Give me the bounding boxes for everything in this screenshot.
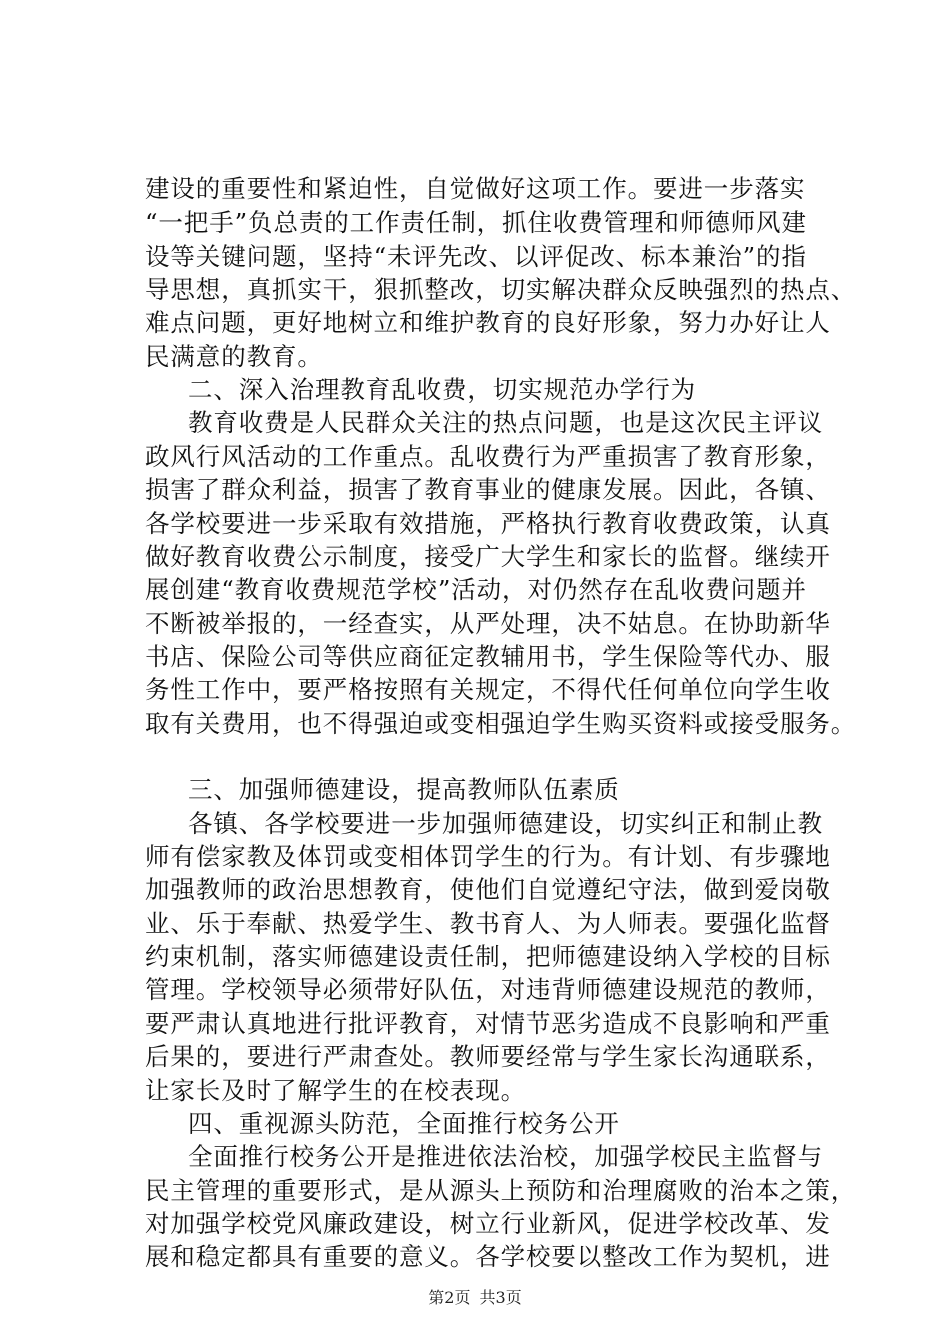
text-line: 后果的，要进行严肃查处。教师要经常与学生家长沟通联系， bbox=[145, 1042, 831, 1071]
text-line: 务性工作中，要严格按照有关规定，不得代任何单位向学生收 bbox=[145, 675, 831, 704]
text-line: 民满意的教育。 bbox=[145, 342, 323, 371]
text-line: 各镇、各学校要进一步加强师德建设，切实纠正和制止教 bbox=[188, 809, 823, 838]
page-total: 共3页 bbox=[479, 1288, 522, 1307]
page-number: 第2页 bbox=[428, 1288, 471, 1307]
text-line: 展创建“教育收费规范学校”活动，对仍然存在乱收费问题并 bbox=[145, 575, 807, 604]
section-heading: 四、重视源头防范，全面推行校务公开 bbox=[188, 1109, 620, 1138]
text-line: 难点问题，更好地树立和维护教育的良好形象，努力办好让人 bbox=[145, 308, 831, 337]
section-heading: 三、加强师德建设，提高教师队伍素质 bbox=[188, 775, 620, 804]
text-line: 损害了群众利益，损害了教育事业的健康发展。因此，各镇、 bbox=[145, 475, 831, 504]
text-line: 业、乐于奉献、热爱学生、教书育人、为人师表。要强化监督 bbox=[145, 909, 831, 938]
text-line: 约束机制，落实师德建设责任制，把师德建设纳入学校的目标 bbox=[145, 942, 831, 971]
text-line: 全面推行校务公开是推进依法治校，加强学校民主监督与 bbox=[188, 1142, 823, 1171]
section-heading: 二、深入治理教育乱收费，切实规范办学行为 bbox=[188, 375, 696, 404]
text-line: 书店、保险公司等供应商征定教辅用书，学生保险等代办、服 bbox=[145, 642, 831, 671]
text-line: 教育收费是人民群众关注的热点问题，也是这次民主评议 bbox=[188, 408, 823, 437]
text-line: 民主管理的重要形式，是从源头上预防和治理腐败的治本之策， bbox=[145, 1176, 857, 1205]
text-line: 展和稳定都具有重要的意义。各学校要以整改工作为契机，进 bbox=[145, 1242, 831, 1271]
page-footer bbox=[0, 1288, 950, 1308]
text-line: 政风行风活动的工作重点。乱收费行为严重损害了教育形象， bbox=[145, 442, 831, 471]
text-line: 导思想，真抓实干，狠抓整改，切实解决群众反映强烈的热点、 bbox=[145, 275, 857, 304]
text-line: 做好教育收费公示制度，接受广大学生和家长的监督。继续开 bbox=[145, 542, 831, 571]
text-line: 各学校要进一步采取有效措施，严格执行教育收费政策，认真 bbox=[145, 509, 831, 538]
text-line: 让家长及时了解学生的在校表现。 bbox=[145, 1076, 526, 1105]
text-line: 管理。学校领导必须带好队伍，对违背师德建设规范的教师， bbox=[145, 975, 831, 1004]
text-line: 设等关键问题，坚持“未评先改、以评促改、标本兼治”的指 bbox=[145, 242, 807, 271]
text-line: 建设的重要性和紧迫性，自觉做好这项工作。要进一步落实 bbox=[145, 174, 806, 203]
text-line: 对加强学校党风廉政建设，树立行业新风，促进学校改革、发 bbox=[145, 1209, 831, 1238]
text-line: 要严肃认真地进行批评教育，对情节恶劣造成不良影响和严重 bbox=[145, 1009, 831, 1038]
text-line: “一把手”负总责的工作责任制，抓住收费管理和师德师风建 bbox=[145, 208, 807, 237]
text-line: 师有偿家教及体罚或变相体罚学生的行为。有计划、有步骤地 bbox=[145, 842, 831, 871]
text-line: 取有关费用，也不得强迫或变相强迫学生购买资料或接受服务。 bbox=[145, 709, 857, 738]
text-line: 加强教师的政治思想教育，使他们自觉遵纪守法，做到爱岗敬 bbox=[145, 875, 831, 904]
text-line: 不断被举报的，一经查实，从严处理，决不姑息。在协助新华 bbox=[145, 609, 831, 638]
